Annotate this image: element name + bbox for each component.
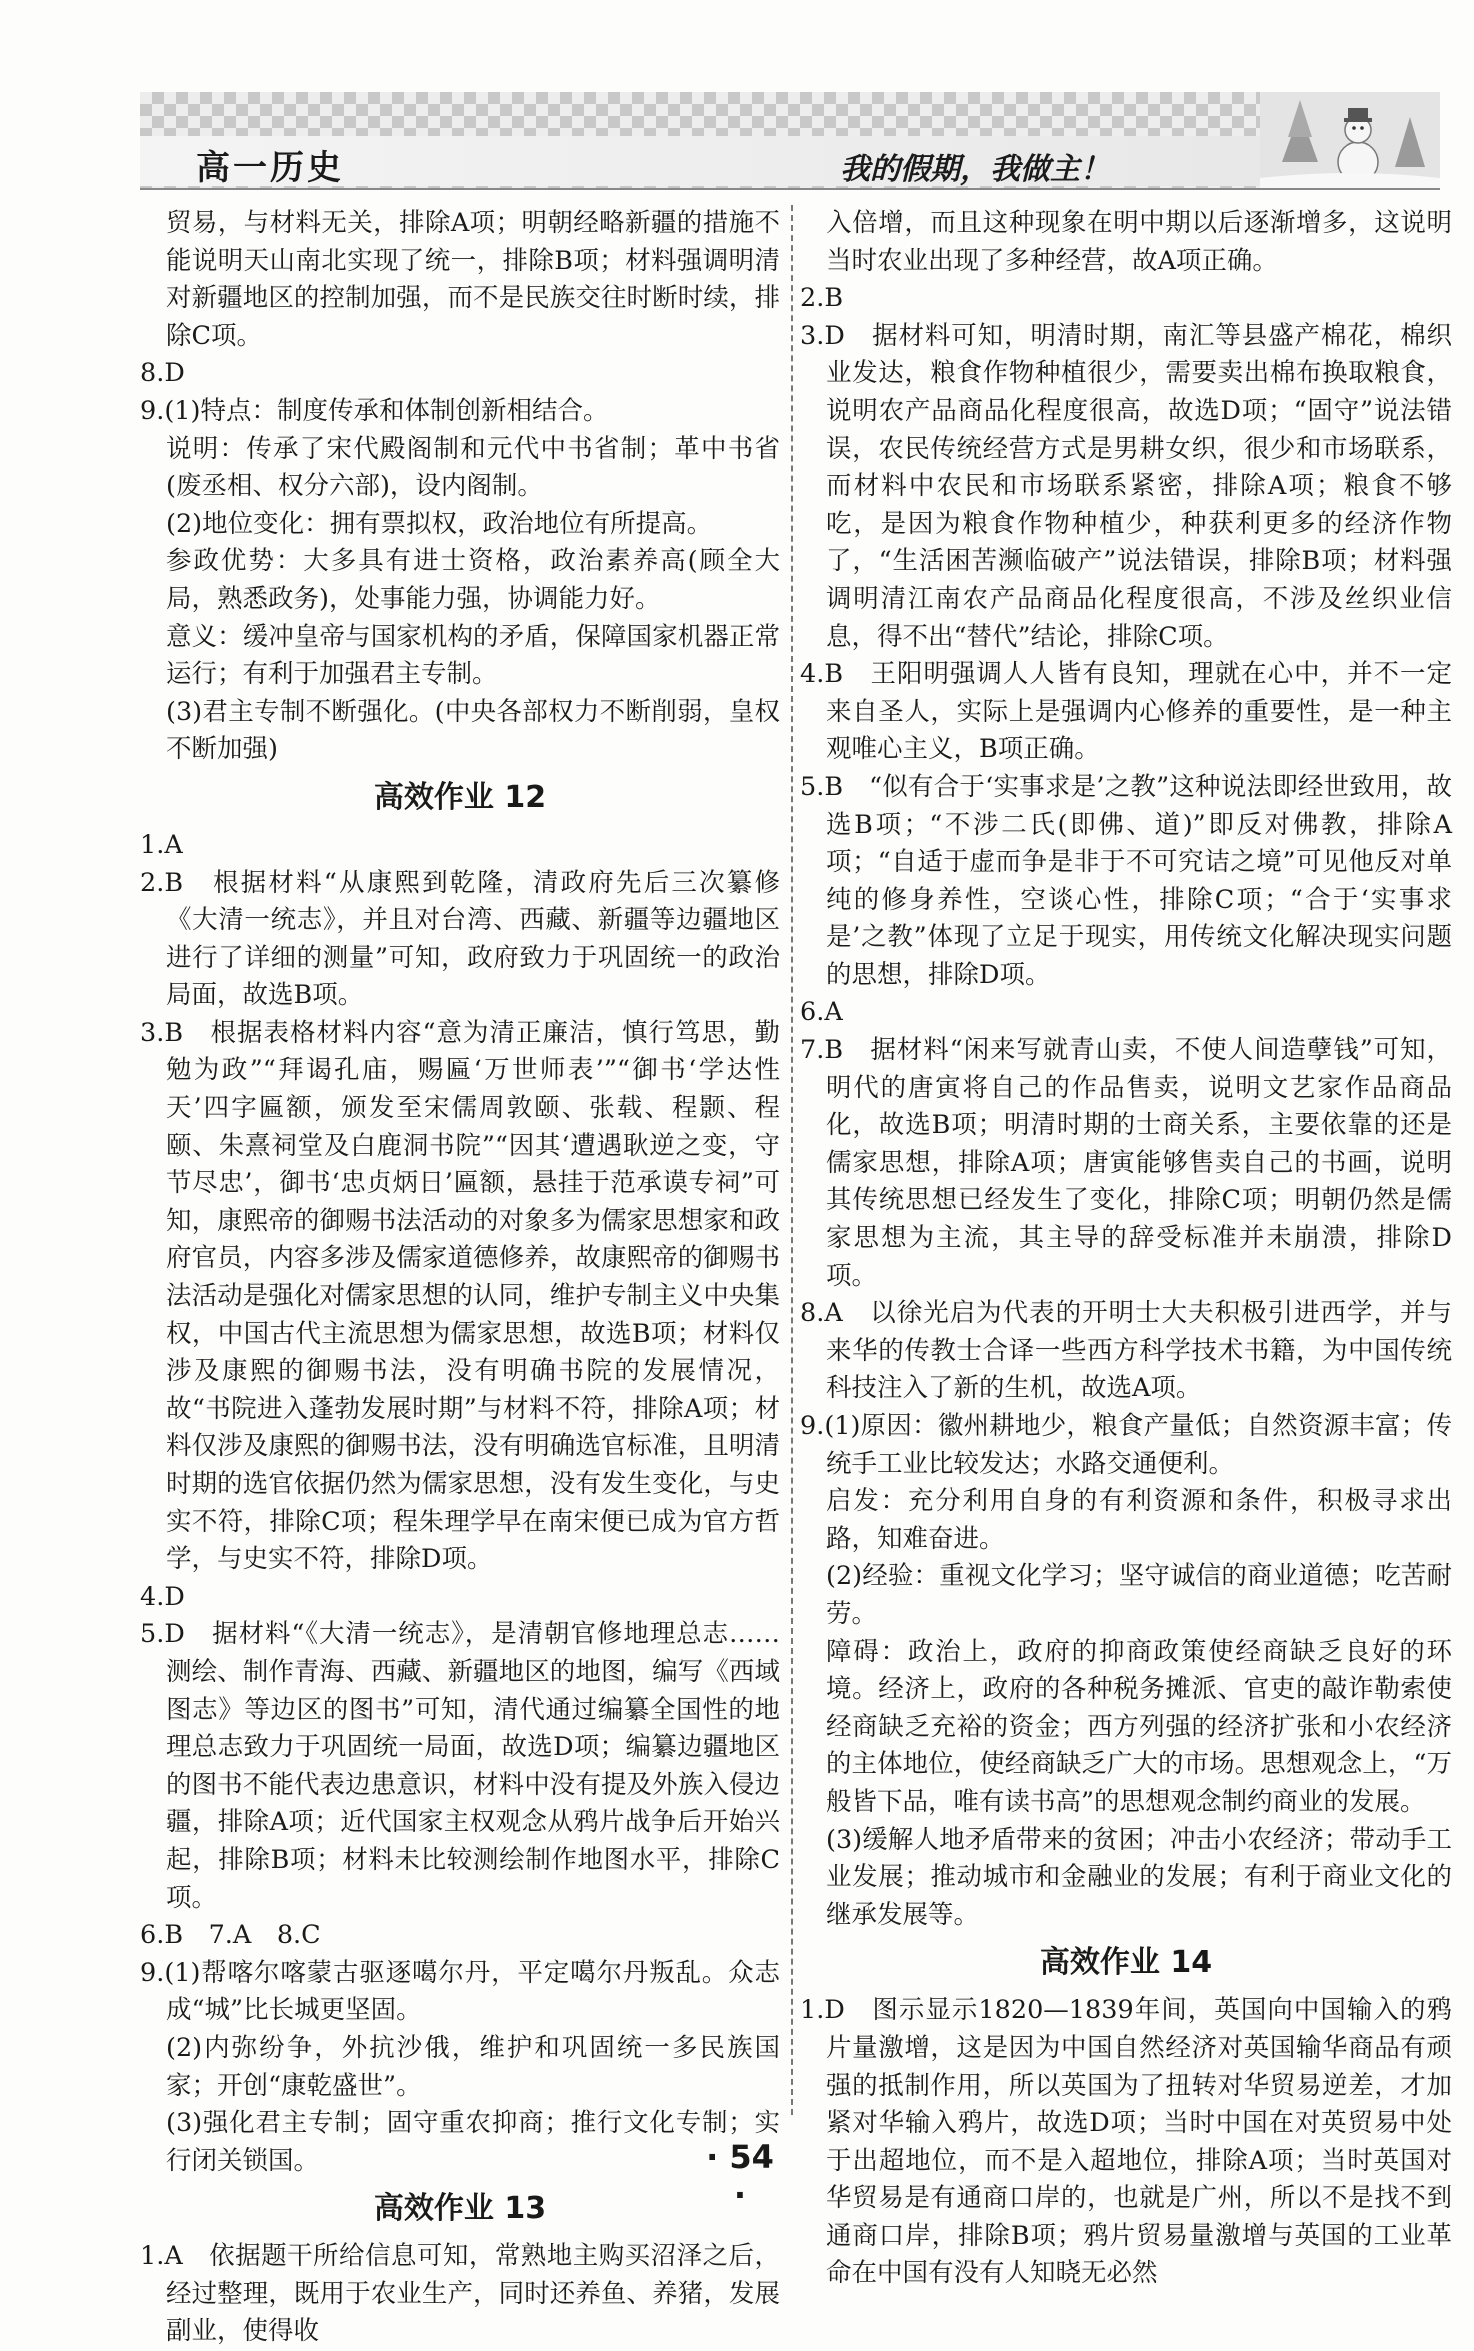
section-title-13: 高效作业 13 xyxy=(373,2191,547,2227)
answer-text: 3.D 据材料可知，明清时期，南汇等县盛产棉花，棉织业发达，粮食作物种植很少，需要卖出棉布换取粮食，说明农产品商品化程度很高，故选D项；“固守”说法错误，农民传统经营方式是男耕女织，很少和市场联系，而材料中农民和市场联系紧密，排除A项；粮食不够吃，是因为粮食作物种植少，种获利更多的经济作物了，“生活困苦濒临破产”说法错误，排除B项；材料强调明清江南农产品商品化程度很高，不涉及丝织业信息，得不出“替代”结论，排除C项。 xyxy=(800,320,1452,652)
answer-text: 启发：充分利用自身的有利资源和条件，积极寻求出路，知难奋进。 xyxy=(826,1486,1452,1554)
answer-text: 4.D xyxy=(140,1581,185,1612)
answer-text: 4.B 王阳明强调人人皆有良知，理就在心中，并不一定来自圣人，实际上是强调内心修养的重要性，是一种主观唯心主义，B项正确。 xyxy=(800,659,1452,765)
answer-text: 8.A 以徐光启为代表的开明士大夫积极引进西学，并与来华的传教士合译一些西方科学技术书籍，为中国传统科技注入了新的生机，故选A项。 xyxy=(800,1298,1452,1404)
answer-text: 1.A 依据题干所给信息可知，常熟地主购买沼泽之后，经过整理，既用于农业生产，同时还养鱼、养猪，发展副业，使得收 xyxy=(140,2241,780,2347)
right-column xyxy=(800,205,1452,2293)
answer-text: 6.A xyxy=(800,997,843,1028)
header-slogan: 我的假期，我做主！ xyxy=(840,152,1110,187)
left-column xyxy=(140,205,780,2351)
answer-text: 9.(1)帮喀尔喀蒙古驱逐噶尔丹，平定噶尔丹叛乱。众志成“城”比长城更坚固。 xyxy=(140,1957,780,2026)
answer-text: 意义：缓冲皇帝与国家机构的矛盾，保障国家机器正常运行；有利于加强君主专制。 xyxy=(166,621,780,690)
column-divider xyxy=(791,205,793,2115)
answer-text: (3)强化君主专制；固守重农抑商；推行文化专制；实行闭关锁国。 xyxy=(166,2108,780,2176)
section-title-14: 高效作业 14 xyxy=(1039,1945,1213,1981)
answer-text: 9.(1)特点：制度传承和体制创新相结合。 xyxy=(140,395,609,426)
answer-text: 说明：传承了宋代殿阁制和元代中书省制；革中书省(废丞相、权分六部)，设内阁制。 xyxy=(166,433,780,502)
answer-text: 7.B 据材料“闲来写就青山卖，不使人间造孽钱”可知，明代的唐寅将自己的作品售卖，说明文艺家作品商品化，故选B项；明清时期的士商关系，主要依靠的还是儒家思想，排除A项；唐寅能够售卖自己的书画，说明其传统思想已经发生了变化，排除C项；明朝仍然是儒家思想为主流，其主导的辞受标准并未崩溃，排除D项。 xyxy=(800,1035,1452,1291)
page-number: · 54 · xyxy=(706,2138,774,2214)
answer-text: 贸易，与材料无关，排除A项；明朝经略新疆的措施不能说明天山南北实现了统一，排除B项；材料强调明清对新疆地区的控制加强，而不是民族交往时断时续，排除C项。 xyxy=(166,208,780,351)
answer-text: (2)经验：重视文化学习；坚守诚信的商业道德；吃苦耐劳。 xyxy=(826,1561,1452,1629)
answer-text: (3)君主专制不断强化。(中央各部权力不断削弱，皇权不断加强) xyxy=(166,696,780,765)
answer-text: 5.B “似有合于‘实事求是’之教”这种说法即经世致用，故选B项；“不涉二氏(即佛、道)”即反对佛教，排除A项；“自适于虚而争是非于不可究诘之境”可见他反对单纯的修身养性，空谈心性，排除C项；“合于‘实事求是’之教”体现了立足于现实，用传统文化解决现实问题的思想，排除D项。 xyxy=(800,771,1452,990)
answer-text: 9.(1)原因：徽州耕地少，粮食产量低；自然资源丰富；传统手工业比较发达；水路交通便利。 xyxy=(800,1411,1452,1479)
section-title-12: 高效作业 12 xyxy=(373,779,547,815)
answer-text: 5.D 据材料“《大清一统志》，是清朝官修地理总志……测绘、制作青海、西藏、新疆地区的地图，编写《西域图志》等边区的图书”可知，清代通过编纂全国性的地理总志致力于巩固统一局面，故选D项；编纂边疆地区的图书不能代表边患意识，材料中没有提及外族入侵边疆，排除A项；近代国家主权观念从鸦片战争后开始兴起，排除B项；材料未比较测绘制作地图水平，排除C项。 xyxy=(140,1619,780,1913)
snowman-icon xyxy=(1260,92,1440,188)
answer-text: (3)缓解人地矛盾带来的贫困；冲击小农经济；带动手工业发展；推动城市和金融业的发展；有利于商业文化的继承发展等。 xyxy=(826,1824,1452,1930)
answer-text: 1.A xyxy=(140,829,183,860)
answer-text: 2.B xyxy=(800,283,844,314)
answer-text: 8.D xyxy=(140,358,185,389)
answer-text: 6.B 7.A 8.C xyxy=(140,1920,321,1951)
subject-title: 高一历史 xyxy=(196,148,344,188)
answer-text: 2.B 根据材料“从康熙到乾隆，清政府先后三次纂修《大清一统志》，并且对台湾、西藏、新疆等边疆地区进行了详细的测量”可知，政府致力于巩固统一的政治局面，故选B项。 xyxy=(140,867,780,1011)
answer-text: 3.B 根据表格材料内容“意为清正廉洁，慎行笃思，勤勉为政”“拜谒孔庙，赐匾‘万世师表’”“御书‘学达性天’四字匾额，颁发至宋儒周敦颐、张载、程颢、程颐、朱熹祠堂及白鹿洞书院”“因其‘遭遇耿逆之变，守节尽忠’，御书‘忠贞炳日’匾额，悬挂于范承谟专祠”可知，康熙帝的御赐书法活动的对象多为儒家思想家和政府官员，内容多涉及儒家道德修养，故康熙帝的御赐书法活动是强化对儒家思想的认同，维护专制主义中央集权，中国古代主流思想为儒家思想，故选B项；材料仅涉及康熙的御赐书法，没有明确书院的发展情况，故“书院进入蓬勃发展时期”与材料不符，排除A项；材料仅涉及康熙的御赐书法，没有明确选官标准，且明清时期的选官依据仍然为儒家思想，没有发生变化，与史实不符，排除C项；程朱理学早在南宋便已成为官方哲学，与史实不符，排除D项。 xyxy=(140,1017,780,1575)
page-header xyxy=(140,92,1440,190)
answer-text: 参政优势：大多具有进士资格，政治素养高(顾全大局，熟悉政务)，处事能力强，协调能力好。 xyxy=(166,546,780,614)
answer-text: 入倍增，而且这种现象在明中期以后逐渐增多，这说明当时农业出现了多种经营，故A项正确。 xyxy=(826,208,1452,276)
answer-text: (2)地位变化：拥有票拟权，政治地位有所提高。 xyxy=(166,508,713,539)
answer-text: 1.D 图示显示1820—1839年间，英国向中国输入的鸦片量激增，这是因为中国自然经济对英国输华商品有顽强的抵制作用，所以英国为了扭转对华贸易逆差，才加紧对华输入鸦片，故选D项；当时中国在对英贸易中处于出超地位，而不是入超地位，排除A项；当时英国对华贸易是有通商口岸的，也就是广州，所以不是找不到通商口岸，排除B项；鸦片贸易量激增与英国的工业革命在中国有没有人知晓无必然 xyxy=(800,1995,1452,2289)
answer-text: 障碍：政治上，政府的抑商政策使经商缺乏良好的环境。经济上，政府的各种税务摊派、官吏的敲诈勒索使经商缺乏充裕的资金；西方列强的经济扩张和小农经济的主体地位，使经商缺乏广大的市场。思想观念上，“万般皆下品，唯有读书高”的思想观念制约商业的发展。 xyxy=(826,1636,1452,1817)
answer-text: (2)内弥纷争，外抗沙俄，维护和巩固统一多民族国家；开创“康乾盛世”。 xyxy=(166,2032,780,2101)
